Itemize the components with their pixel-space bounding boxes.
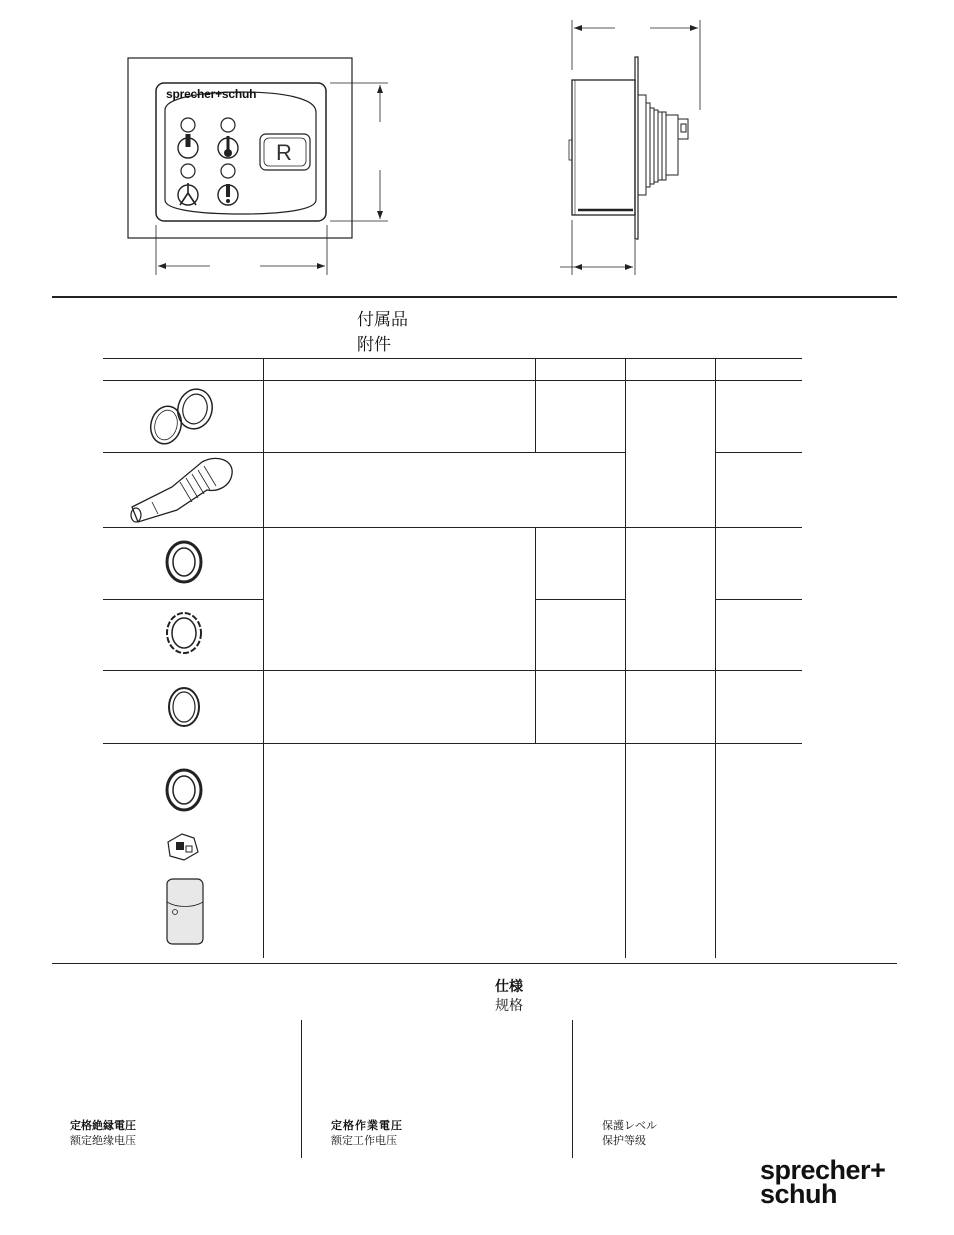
kit-label-plate-image — [163, 878, 207, 946]
spec-label-zh: 额定工作电压 — [331, 1134, 397, 1147]
wrench-tool-image — [122, 452, 242, 527]
table-rule — [103, 599, 263, 600]
spec-label-zh: 额定绝缘电压 — [70, 1134, 136, 1147]
reset-key-label: R — [276, 140, 292, 165]
specifications-title-zh: 规格 — [495, 998, 523, 1014]
spec-protection-level — [602, 1118, 657, 1148]
spec-label-ja: 定格作業電圧 — [331, 1119, 403, 1132]
section-divider-bottom — [52, 963, 897, 964]
side-view-drawing — [555, 15, 715, 280]
table-rule — [103, 358, 802, 359]
table-rule — [535, 599, 625, 600]
table-rule — [103, 380, 802, 381]
table-rule — [715, 358, 716, 958]
kit-connector-image — [164, 828, 204, 864]
section-divider-top — [52, 296, 897, 298]
front-view-drawing — [120, 50, 400, 280]
table-rule — [535, 527, 536, 744]
spec-label-zh: 保护等级 — [602, 1134, 646, 1147]
knurled-ring-image — [160, 608, 208, 658]
specifications-title-ja: 仕様 — [495, 979, 523, 995]
table-rule — [103, 743, 802, 744]
table-rule — [625, 358, 626, 958]
o-ring-image — [162, 682, 206, 732]
locking-ring-image — [160, 537, 208, 587]
table-rule — [103, 670, 802, 671]
spec-rated-operating-voltage — [331, 1118, 403, 1148]
brand-logo-line2: schuh — [760, 1179, 838, 1209]
gasket-set-image — [140, 385, 230, 447]
front-view-logo: sprecher+schuh — [166, 87, 257, 101]
spec-column-divider — [572, 1020, 573, 1158]
table-rule — [715, 599, 802, 600]
table-rule — [263, 358, 264, 958]
brand-logo — [760, 1155, 886, 1209]
accessories-title-zh: 附件 — [357, 335, 391, 355]
spec-label-ja: 定格絶縁電圧 — [70, 1119, 136, 1132]
table-rule — [715, 452, 802, 453]
spec-label-ja: 保護レベル — [602, 1119, 657, 1132]
spec-column-divider — [301, 1020, 302, 1158]
kit-ring-image — [160, 765, 208, 815]
accessories-title-ja: 付属品 — [357, 310, 408, 330]
spec-rated-insulation-voltage — [70, 1118, 136, 1148]
table-rule — [535, 358, 536, 453]
table-rule — [103, 527, 802, 528]
brand-logo-line1: sprecher+ — [760, 1155, 886, 1185]
